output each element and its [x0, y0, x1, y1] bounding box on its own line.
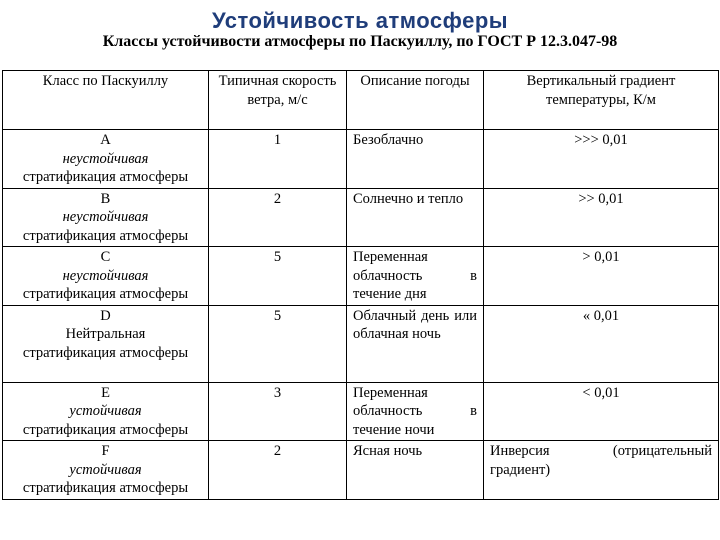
class-cell	[3, 305, 209, 382]
weather-cell: Солнечно и тепло	[347, 188, 484, 247]
table-row	[3, 382, 719, 441]
gradient-cell: < 0,01	[484, 382, 719, 441]
class-type: Нейтральная	[65, 326, 146, 342]
table-row	[3, 247, 719, 306]
class-type: неустойчивая	[62, 209, 149, 225]
weather-cell: Безоблачно	[347, 130, 484, 189]
table-row	[3, 305, 719, 382]
class-cell	[3, 382, 209, 441]
wind-speed-cell: 5	[209, 247, 347, 306]
header-class: Класс по Паскуиллу	[3, 71, 209, 130]
class-type: устойчивая	[69, 461, 142, 478]
class-cell	[3, 441, 209, 500]
class-letter: D	[100, 307, 111, 324]
weather-cell: Ясная ночь	[347, 441, 484, 500]
wind-speed-cell: 3	[209, 382, 347, 441]
class-note: стратификация атмосферы	[22, 480, 189, 496]
table-row	[3, 441, 719, 500]
class-cell	[3, 130, 209, 189]
class-type: неустойчивая	[62, 267, 149, 284]
class-type: неустойчивая	[62, 150, 149, 167]
class-cell	[3, 188, 209, 247]
class-letter: E	[101, 384, 110, 401]
weather-cell: Переменная облачность в течение ночи	[347, 382, 484, 441]
weather-cell: Облачный день или облачная ночь	[347, 305, 484, 382]
gradient-cell: Инверсия (отрицательный градиент)	[484, 441, 719, 500]
table-row	[3, 188, 719, 247]
header-wind-speed: Типичная скорость ветра, м/с	[209, 71, 347, 130]
class-letter: A	[100, 132, 111, 148]
class-note: стратификация атмосферы	[22, 169, 189, 185]
class-note: стратификация атмосферы	[22, 421, 189, 438]
wind-speed-cell: 2	[209, 188, 347, 247]
slide-title: Устойчивость атмосферы	[211, 8, 509, 33]
class-note: стратификация атмосферы	[22, 286, 189, 302]
table-header-row	[3, 71, 719, 130]
table-caption: Классы устойчивости атмосферы по Паскуиллу, по ГОСТ Р 12.3.047-98	[102, 33, 618, 50]
class-note: стратификация атмосферы	[22, 227, 189, 244]
class-letter: F	[101, 443, 110, 459]
header-gradient: Вертикальный градиент температуры, К/м	[484, 71, 719, 130]
class-note: стратификация атмосферы	[22, 344, 189, 361]
header-weather: Описание погоды	[347, 71, 484, 130]
table-row	[3, 130, 719, 189]
wind-speed-cell: 2	[209, 441, 347, 500]
class-letter: C	[100, 249, 111, 265]
class-letter: B	[100, 190, 111, 207]
class-type: устойчивая	[69, 403, 142, 419]
gradient-cell: >> 0,01	[484, 188, 719, 247]
weather-cell: Переменная облачность в течение дня	[347, 247, 484, 306]
gradient-cell: > 0,01	[484, 247, 719, 306]
class-cell	[3, 247, 209, 306]
gradient-cell: « 0,01	[484, 305, 719, 382]
wind-speed-cell: 5	[209, 305, 347, 382]
stability-classes-table	[2, 70, 719, 500]
wind-speed-cell: 1	[209, 130, 347, 189]
gradient-cell: >>> 0,01	[484, 130, 719, 189]
